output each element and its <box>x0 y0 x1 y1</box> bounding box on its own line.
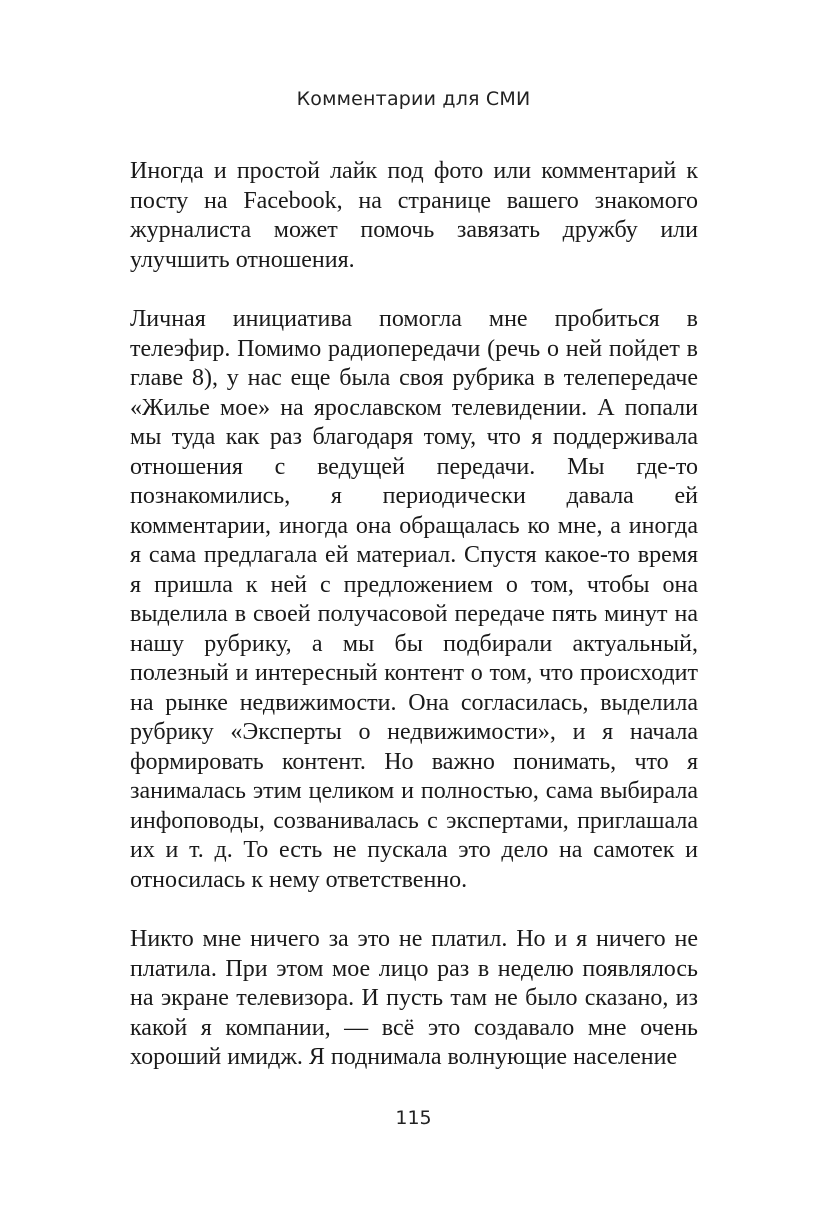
body-text <box>130 157 698 1073</box>
running-head: Комментарии для СМИ <box>296 88 531 110</box>
paragraph-2: Личная инициатива помогла мне пробиться в телеэфир. Помимо радиопередачи (речь о ней пойдет в главе 8), у нас еще была своя рубрика в телепередаче «Жилье мое» на ярославском телевидении. А попали мы туда как раз благодаря тому, что я поддерживала отношения с ведущей передачи. Мы где-то познакомились, я периодически давала ей комментарии, иногда она обращалась ко мне, а иногда я сама предлагала ей материал. Спустя какое-то время я пришла к ней с предложением о том, чтобы она выделила в своей получасовой передаче пять минут на нашу рубрику, а мы бы подбирали актуальный, полезный и интересный контент о том, что происходит на рынке недвижимости. Она согласилась, выделила рубрику «Эксперты о недвижимости», и я начала формировать контент. Но важно понимать, что я занималась этим целиком и полностью, сама выбирала инфоповоды, созванивалась с экспертами, приглашала их и т. д. То есть не пускала это дело на самотек и относилась к нему ответственно. <box>130 306 698 893</box>
paragraph-3: Никто мне ничего за это не платил. Но и я ничего не платила. При этом мое лицо раз в неделю появлялось на экране телевизора. И пусть там не было сказано, из какой я компании, — всё это создавало мне очень хороший имидж. Я поднимала волнующие население <box>130 926 698 1070</box>
paragraph-1: Иногда и простой лайк под фото или комментарий к посту на Facebook, на странице вашего знакомого журналиста может помочь завязать дружбу или улучшить отношения. <box>130 158 698 273</box>
page-number: 115 <box>395 1107 432 1129</box>
